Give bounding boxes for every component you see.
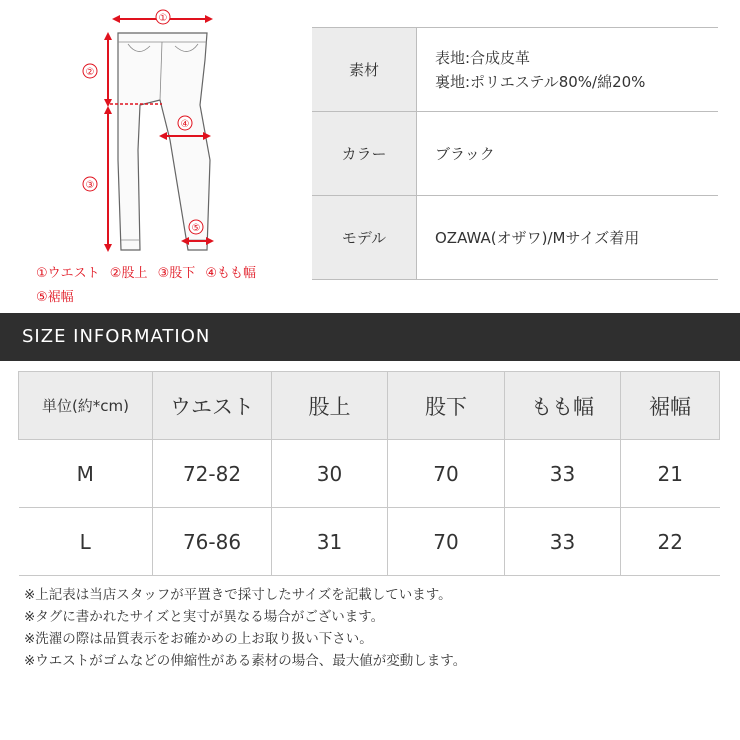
spec-line: 表地:合成皮革 [435, 48, 531, 67]
header-inseam: 股下 [388, 372, 505, 440]
table-row [19, 508, 720, 576]
legend-rise: ②股上 [109, 266, 148, 281]
legend-waist: ①ウエスト [36, 266, 100, 281]
size-cell: 22 [621, 508, 720, 576]
size-table [18, 371, 720, 576]
size-cell: 31 [272, 508, 388, 576]
size-cell: 21 [621, 440, 720, 508]
size-header-row [19, 372, 720, 440]
marker-4: ④ [180, 119, 190, 130]
marker-5: ⑤ [191, 223, 201, 234]
spec-value: ブラック [417, 112, 719, 196]
note-item: ※タグに書かれたサイズと実寸が異なる場合がございます。 [24, 609, 385, 625]
note-item: ※上記表は当店スタッフが平置きで採寸したサイズを記載しています。 [24, 587, 452, 603]
size-cell: 70 [388, 508, 505, 576]
header-thigh: もも幅 [505, 372, 621, 440]
size-cell: 70 [388, 440, 505, 508]
header-hem: 裾幅 [621, 372, 720, 440]
spec-label: カラー [312, 112, 417, 196]
size-cell: 33 [505, 440, 621, 508]
header-unit: 単位(約*cm) [19, 372, 153, 440]
spec-table [312, 27, 718, 280]
size-cell: 33 [505, 508, 621, 576]
legend-inseam: ③股下 [157, 266, 196, 281]
spec-label: モデル [312, 196, 417, 280]
size-cell: L [19, 508, 153, 576]
table-row [19, 440, 720, 508]
header-waist: ウエスト [153, 372, 272, 440]
banner-title: SIZE INFORMATION [22, 326, 211, 347]
spec-value [417, 28, 719, 112]
spec-label: 素材 [312, 28, 417, 112]
size-cell: M [19, 440, 153, 508]
marker-3: ③ [85, 180, 95, 191]
pants-outline [118, 33, 210, 250]
header-rise: 股上 [272, 372, 388, 440]
spec-row-color [312, 112, 718, 196]
spec-value: OZAWA(オザワ)/Mサイズ着用 [417, 196, 719, 280]
diagram-legend [36, 262, 262, 281]
legend-hem: ⑤裾幅 [36, 290, 74, 305]
spec-row-model [312, 196, 718, 280]
note-item: ※ウエストがゴムなどの伸縮性がある素材の場合、最大値が変動します。 [24, 653, 467, 669]
spec-line: 裏地:ポリエステル80%/綿20% [435, 72, 646, 91]
size-cell: 72-82 [153, 440, 272, 508]
marker-2: ② [85, 67, 95, 78]
legend-thigh: ④もも幅 [205, 266, 257, 281]
diagram-legend-2 [36, 286, 80, 305]
measurement-diagram [0, 0, 300, 310]
size-information-banner [0, 313, 740, 361]
note-item: ※洗濯の際は品質表示をお確かめの上お取り扱い下さい。 [24, 631, 373, 647]
spec-row-material [312, 28, 718, 112]
size-cell: 30 [272, 440, 388, 508]
notes-list [24, 584, 466, 672]
marker-1: ① [158, 13, 168, 24]
size-cell: 76-86 [153, 508, 272, 576]
